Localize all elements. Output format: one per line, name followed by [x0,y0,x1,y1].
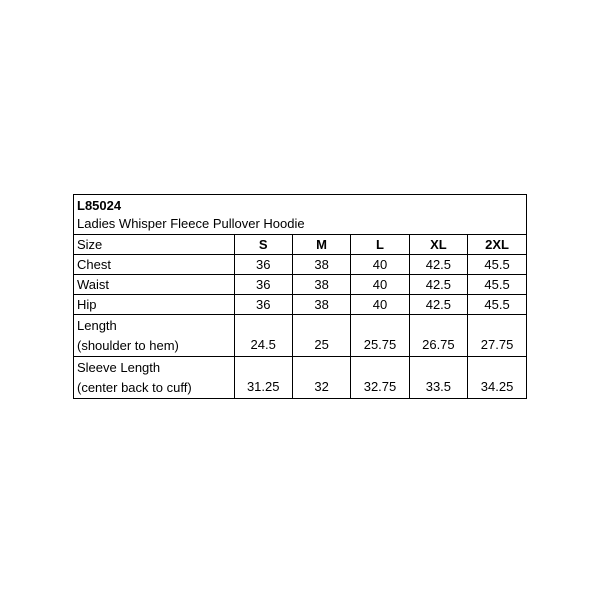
style-code: L85024 [77,198,122,213]
row-label-sub: (shoulder to hem) [77,338,179,353]
row-label [74,315,234,357]
cell-value: 42.5 [409,255,467,275]
row-label-sub: (center back to cuff) [77,380,192,395]
cell-value: 40 [351,295,409,315]
cell-value: 32 [292,357,350,399]
cell-value: 31.25 [234,357,292,399]
row-length [74,315,526,357]
cell-value: 40 [351,255,409,275]
row-hip [74,295,526,315]
cell-value: 24.5 [234,315,292,357]
cell-value: 38 [292,275,350,295]
cell-value: 40 [351,275,409,295]
row-waist [74,275,526,295]
cell-value: 45.5 [468,255,526,275]
size-chart [73,194,527,399]
cell-value: 42.5 [409,275,467,295]
row-label [74,357,234,399]
size-2xl: 2XL [468,235,526,255]
size-l: L [351,235,409,255]
cell-value: 36 [234,275,292,295]
size-table [74,235,526,398]
cell-value: 34.25 [468,357,526,399]
cell-value: 25.75 [351,315,409,357]
size-m: M [292,235,350,255]
chart-header [74,195,526,235]
product-name: Ladies Whisper Fleece Pullover Hoodie [77,216,305,231]
size-label: Size [74,235,234,255]
cell-value: 26.75 [409,315,467,357]
size-xl: XL [409,235,467,255]
cell-value: 32.75 [351,357,409,399]
cell-value: 42.5 [409,295,467,315]
row-label: Waist [74,275,234,295]
row-sleeve-length [74,357,526,399]
row-chest [74,255,526,275]
cell-value: 45.5 [468,275,526,295]
row-label-main: Sleeve Length [77,360,161,375]
row-label: Hip [74,295,234,315]
row-label-main: Length [77,318,117,333]
cell-value: 36 [234,295,292,315]
cell-value: 38 [292,295,350,315]
cell-value: 36 [234,255,292,275]
size-header-row [74,235,526,255]
cell-value: 45.5 [468,295,526,315]
cell-value: 27.75 [468,315,526,357]
cell-value: 25 [292,315,350,357]
cell-value: 33.5 [409,357,467,399]
row-label: Chest [74,255,234,275]
size-s: S [234,235,292,255]
cell-value: 38 [292,255,350,275]
